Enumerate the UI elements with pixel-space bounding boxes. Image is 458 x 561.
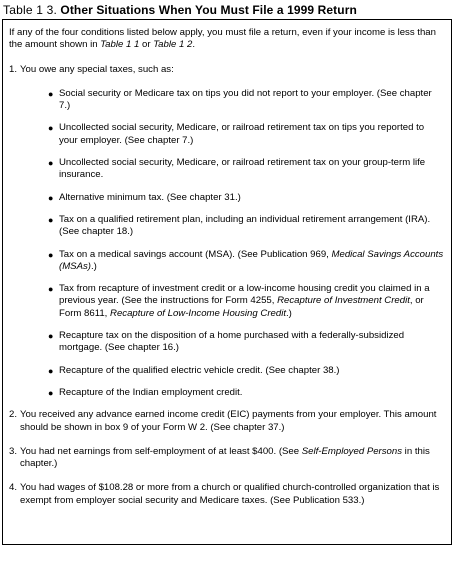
- list-item: [20, 249, 445, 274]
- list-item-text: Recapture tax on the disposition of a home purchased with a federally-subsidized mortgage. (See chapter 16.): [59, 330, 405, 354]
- condition-item-3: [9, 446, 445, 471]
- list-item-text: Uncollected social security, Medicare, or railroad retirement tax on your group-term life insurance.: [59, 157, 426, 181]
- form-title-4255: Recapture of Investment Credit: [277, 295, 410, 307]
- form-title-8611: Recapture of Low-Income Housing Credit: [110, 307, 286, 319]
- list-item: [20, 283, 445, 320]
- list-item-text-mid: , or Form 8611,: [59, 295, 424, 319]
- list-item: [20, 330, 445, 355]
- condition-number: 2.: [9, 409, 18, 421]
- list-item-text: Tax on a medical savings account (MSA). (See Publication 969,: [59, 248, 332, 260]
- list-item: [20, 122, 445, 147]
- condition-text: You had net earnings from self-employment of at least $400. (See: [20, 445, 302, 457]
- condition-text-end: in this chapter.): [20, 445, 430, 470]
- intro-ref-table-1-1: Table 1 1: [100, 39, 140, 51]
- bullet-icon: ●: [48, 88, 54, 99]
- bullet-icon: ●: [48, 331, 54, 342]
- list-item-text-end: .): [90, 260, 97, 272]
- list-item: [20, 192, 445, 204]
- list-item-text: Tax from recapture of investment credit or a low-income housing credit you claimed in a previous year. (See the instructions for Form 4255,: [59, 283, 430, 307]
- publication-title: Medical Savings Accounts (MSAs): [59, 248, 444, 272]
- list-item-text: Recapture of the qualified electric vehicle credit. (See chapter 38.): [59, 364, 340, 376]
- list-item-text: Social security or Medicare tax on tips you did not report to your employer. (See chapter 7.): [59, 87, 432, 112]
- bullet-icon: ●: [48, 123, 54, 134]
- list-item: [20, 157, 445, 182]
- condition-item-2: [9, 409, 445, 434]
- bullet-icon: ●: [48, 387, 54, 398]
- section-reference: Self-Employed Persons: [301, 445, 403, 457]
- intro-paragraph: [9, 27, 445, 52]
- bullet-icon: ●: [48, 249, 54, 260]
- list-item-text: Uncollected social security, Medicare, or railroad retirement tax on tips you reported to your employer. (See chapter 7.): [59, 122, 425, 146]
- table-title: [3, 3, 357, 17]
- intro-text-end: .: [192, 39, 195, 51]
- condition-text: You received any advance earned income credit (EIC) payments from your employer. This amount should be shown in box 9 of your Form W 2. (See chapter 37.): [20, 409, 437, 433]
- bullet-icon: ●: [48, 158, 54, 169]
- table-number: Table 1 3.: [3, 3, 58, 17]
- list-item: [20, 387, 445, 399]
- table-box: [2, 19, 452, 545]
- bullet-icon: ●: [48, 214, 54, 225]
- condition-text: You owe any special taxes, such as:: [20, 63, 174, 75]
- condition-item-4: [9, 482, 445, 507]
- bullet-icon: ●: [48, 365, 54, 376]
- condition-text: You had wages of $108.28 or more from a church or qualified church-controlled organization that is exempt from employer social security and Medicare taxes. (See Publication 533.): [20, 482, 440, 506]
- list-item-text: Recapture of the Indian employment credit.: [59, 386, 243, 398]
- list-item-text: Tax on a qualified retirement plan, including an individual retirement arrangement (IRA). (See chapter 18.): [59, 213, 431, 238]
- list-item: [20, 214, 445, 239]
- list-item-text-end: .): [286, 307, 292, 319]
- special-taxes-list: [20, 88, 445, 399]
- list-item-text: Alternative minimum tax. (See chapter 31.): [59, 191, 241, 203]
- table-heading: Other Situations When You Must File a 1999 Return: [60, 3, 357, 17]
- table-content: [9, 27, 445, 507]
- intro-text: If any of the four conditions listed below apply, you must file a return, even if your income is less than the amount shown in: [9, 27, 436, 51]
- bullet-icon: ●: [48, 284, 54, 295]
- intro-ref-table-1-2: Table 1 2: [153, 39, 193, 51]
- list-item: [20, 88, 445, 113]
- intro-text-mid: or: [139, 39, 154, 51]
- condition-item-1: [9, 64, 445, 400]
- bullet-icon: ●: [48, 192, 54, 203]
- list-item: [20, 365, 445, 377]
- condition-number: 1.: [9, 63, 18, 75]
- condition-number: 4.: [9, 482, 18, 494]
- condition-number: 3.: [9, 445, 18, 457]
